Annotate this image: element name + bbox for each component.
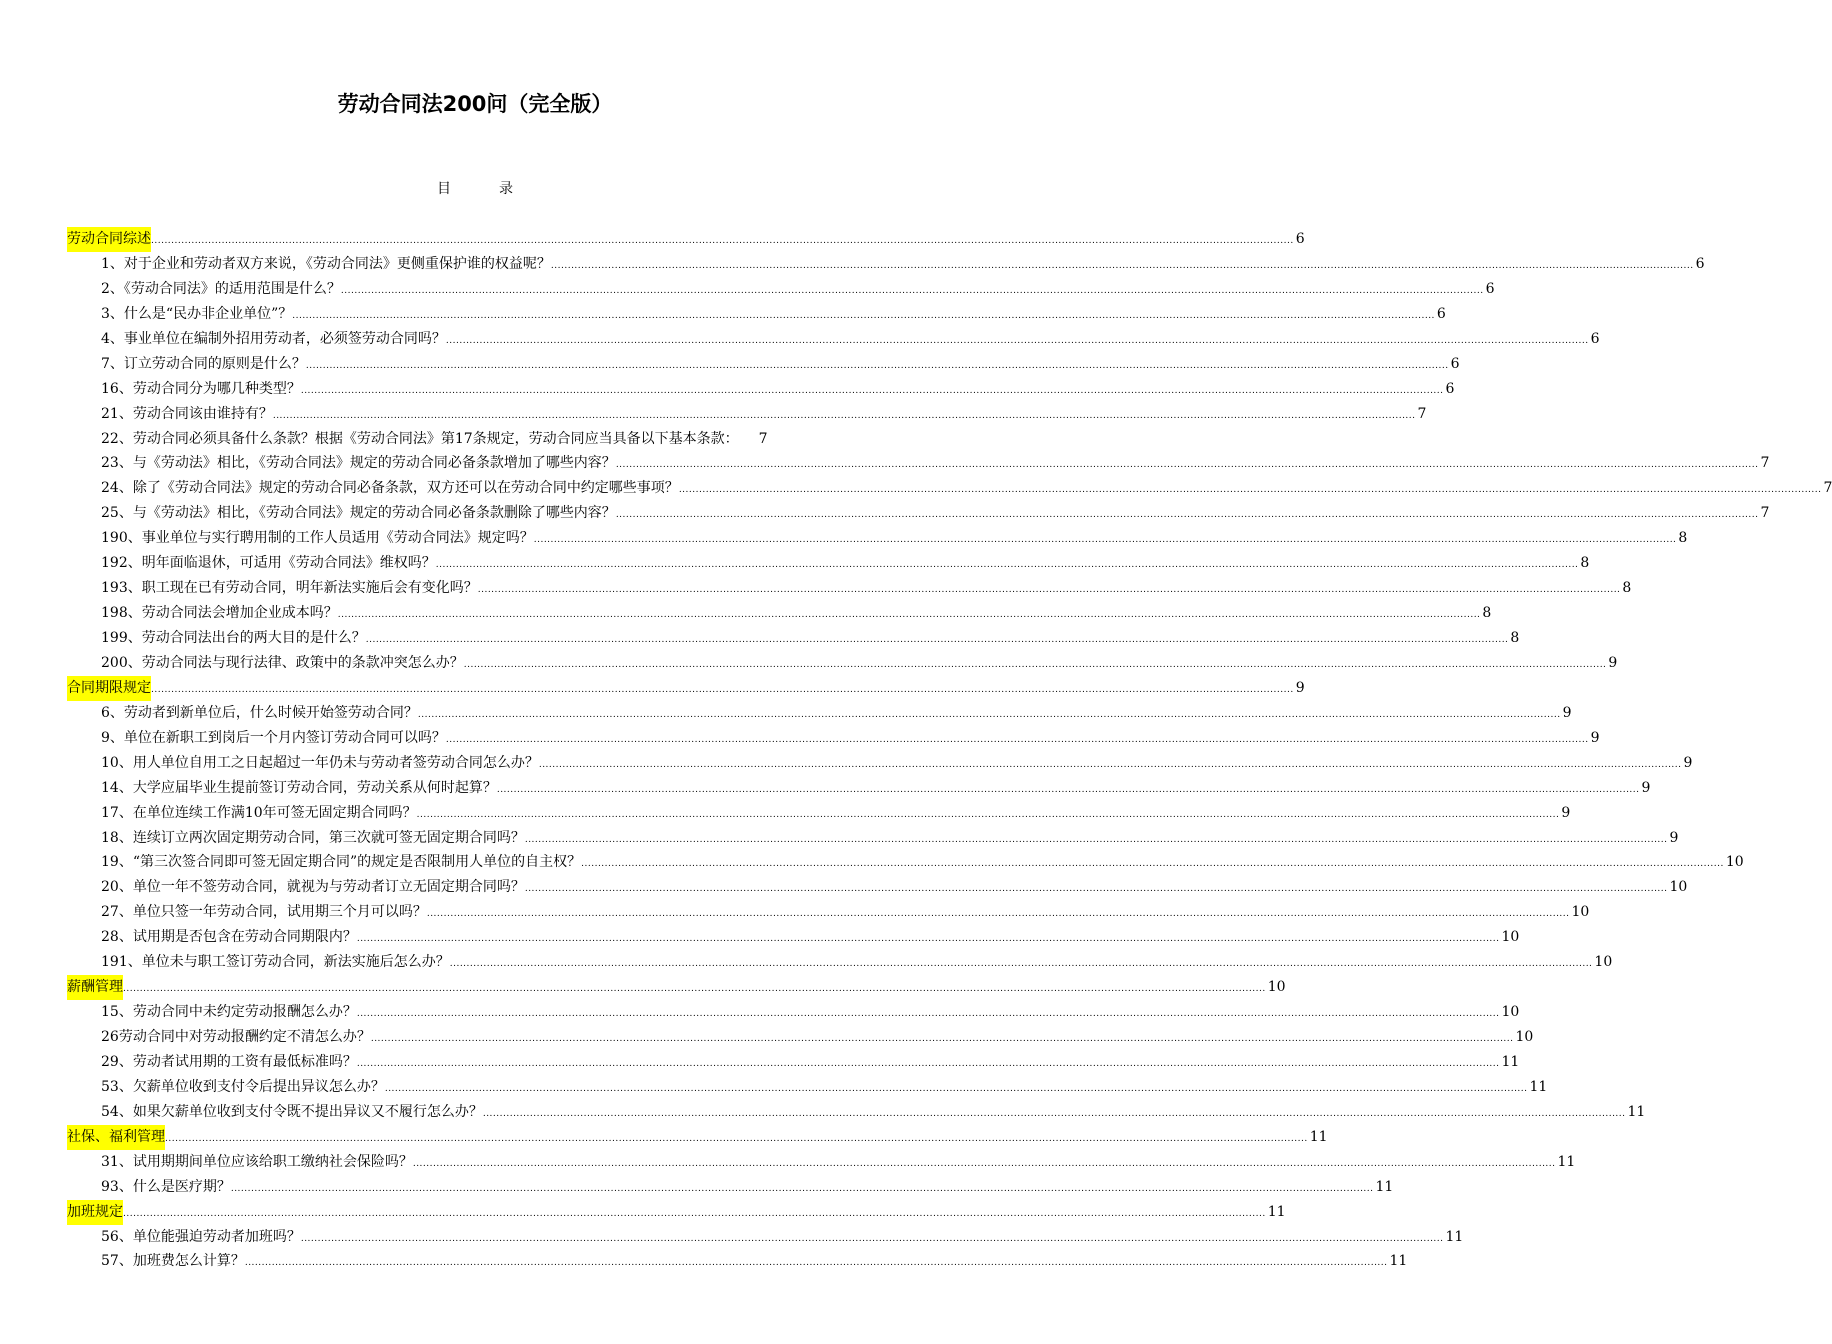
toc-page-number: 6 bbox=[1295, 231, 1305, 247]
toc-page-number: 10 bbox=[1669, 879, 1688, 896]
toc-leader-dots bbox=[165, 1127, 1308, 1152]
toc-leader-dots bbox=[525, 877, 1668, 902]
toc-entry-label: 27、单位只签一年劳动合同，试用期三个月可以吗？ bbox=[101, 904, 427, 921]
toc-entry-label: 7、订立劳动合同的原则是什么？ bbox=[101, 355, 306, 372]
toc-entry-label: 93、什么是医疗期？ bbox=[101, 1178, 231, 1195]
toc-entry-label: 17、在单位连续工作满10年可签无固定期合同吗？ bbox=[101, 804, 417, 821]
toc-entry[interactable] bbox=[67, 252, 1705, 277]
toc-leader-dots bbox=[357, 1002, 1500, 1027]
toc-section-label: 劳动合同综述 bbox=[67, 227, 151, 252]
toc-page-number: 9 bbox=[1590, 729, 1600, 746]
toc-entry-label: 31、试用期期间单位应该给职工缴纳社会保险吗？ bbox=[101, 1153, 413, 1170]
toc-entry[interactable] bbox=[67, 476, 1832, 501]
toc-entry-label: 29、劳动者试用期的工资有最低标准吗？ bbox=[101, 1053, 357, 1070]
toc-page-number: 9 bbox=[1608, 654, 1618, 671]
toc-entry-label: 2、《劳动合同法》的适用范围是什么？ bbox=[101, 280, 341, 297]
toc-heading: 目录 bbox=[437, 181, 561, 197]
toc-entry[interactable] bbox=[67, 850, 1744, 875]
toc-entry-label: 199、劳动合同法出台的两大目的是什么？ bbox=[101, 630, 366, 646]
toc-page-number: 11 bbox=[1267, 1203, 1286, 1220]
toc-leader-dots bbox=[551, 254, 1694, 279]
toc-leader-dots bbox=[151, 678, 1294, 703]
toc-entry[interactable] bbox=[67, 427, 867, 452]
toc-entry[interactable] bbox=[67, 501, 1770, 526]
toc-page-number: 8 bbox=[1580, 555, 1590, 572]
toc-leader-dots bbox=[292, 304, 1435, 329]
table-of-contents bbox=[67, 227, 1832, 1274]
toc-leader-dots bbox=[301, 1227, 1444, 1252]
toc-page-number: 6 bbox=[1436, 305, 1446, 322]
toc-page-number: 9 bbox=[1669, 829, 1679, 846]
toc-entry-label: 28、试用期是否包含在劳动合同期限内？ bbox=[101, 929, 357, 946]
toc-entry-label: 15、劳动合同中未约定劳动报酬怎么办？ bbox=[101, 1004, 357, 1021]
toc-page-number: 8 bbox=[1622, 580, 1632, 597]
toc-section-heading[interactable] bbox=[67, 975, 1286, 1000]
toc-entry[interactable] bbox=[67, 526, 1688, 551]
toc-leader-dots bbox=[525, 828, 1668, 853]
toc-leader-dots bbox=[413, 1152, 1556, 1177]
toc-entry-label: 24、除了《劳动合同法》规定的劳动合同必备条款，双方还可以在劳动合同中约定哪些事项？ bbox=[101, 480, 679, 497]
toc-leader-dots bbox=[450, 952, 1593, 977]
toc-page-number: 11 bbox=[1375, 1178, 1394, 1195]
toc-entry-label: 18、连续订立两次固定期劳动合同，第三次就可签无固定期合同吗？ bbox=[101, 829, 525, 846]
toc-leader-dots bbox=[231, 1177, 1374, 1202]
toc-entry[interactable] bbox=[67, 751, 1693, 776]
toc-entry-label: 23、与《劳动法》相比，《劳动合同法》规定的劳动合同必备条款增加了哪些内容？ bbox=[101, 455, 616, 472]
toc-leader-dots bbox=[534, 528, 1677, 553]
toc-page-number: 7 bbox=[1417, 405, 1427, 422]
toc-section-label: 社保、福利管理 bbox=[67, 1125, 165, 1150]
toc-page-number: 7 bbox=[1760, 505, 1770, 522]
toc-leader-dots bbox=[539, 753, 1682, 778]
toc-entry[interactable] bbox=[67, 277, 1495, 302]
toc-leader-dots bbox=[427, 902, 1570, 927]
toc-entry[interactable] bbox=[67, 576, 1632, 601]
toc-leader-dots bbox=[301, 379, 1444, 404]
toc-leader-dots bbox=[123, 977, 1266, 1002]
toc-page-number: 9 bbox=[1295, 679, 1305, 696]
toc-page-number: 10 bbox=[1515, 1029, 1534, 1045]
toc-entry[interactable] bbox=[67, 327, 1600, 352]
toc-page-number: 11 bbox=[1501, 1053, 1520, 1070]
toc-entry[interactable] bbox=[67, 776, 1651, 801]
toc-entry[interactable] bbox=[67, 551, 1590, 576]
toc-leader-dots bbox=[418, 703, 1561, 728]
toc-entry[interactable] bbox=[67, 801, 1571, 826]
toc-entry[interactable] bbox=[67, 1000, 1520, 1025]
toc-leader-dots bbox=[464, 653, 1607, 678]
toc-entry-label: 21、劳动合同该由谁持有？ bbox=[101, 405, 273, 422]
toc-entry-label: 1、对于企业和劳动者双方来说，《劳动合同法》更侧重保护谁的权益呢？ bbox=[101, 255, 551, 272]
toc-page-number: 11 bbox=[1529, 1078, 1548, 1095]
toc-entry-label: 6、劳动者到新单位后，什么时候开始签劳动合同？ bbox=[101, 704, 418, 721]
toc-entry-label: 26劳动合同中对劳动报酬约定不清怎么办？ bbox=[101, 1029, 371, 1045]
toc-entry[interactable] bbox=[67, 302, 1446, 327]
toc-page-number: 9 bbox=[1641, 779, 1651, 796]
toc-leader-dots bbox=[306, 354, 1449, 379]
toc-entry-label: 4、事业单位在编制外招用劳动者，必须签劳动合同吗？ bbox=[101, 330, 446, 347]
toc-leader-dots bbox=[385, 1077, 1528, 1102]
toc-entry-label: 54、如果欠薪单位收到支付令既不提出异议又不履行怎么办？ bbox=[101, 1103, 483, 1120]
toc-section-label: 合同期限规定 bbox=[67, 676, 151, 701]
toc-entry-label: 192、明年面临退休，可适用《劳动合同法》维权吗？ bbox=[101, 555, 436, 572]
toc-leader-dots bbox=[123, 1202, 1266, 1227]
toc-leader-dots bbox=[338, 603, 1481, 628]
toc-page-number: 8 bbox=[1510, 630, 1520, 646]
toc-entry[interactable] bbox=[67, 925, 1520, 950]
toc-leader-dots bbox=[436, 553, 1579, 578]
toc-entry[interactable] bbox=[67, 1025, 1534, 1050]
toc-leader-dots bbox=[357, 1052, 1500, 1077]
toc-leader-dots bbox=[616, 453, 1759, 478]
toc-leader-dots bbox=[616, 503, 1759, 528]
toc-page-number: 9 bbox=[1683, 754, 1693, 771]
toc-entry-label: 10、用人单位自用工之日起超过一年仍未与劳动者签劳动合同怎么办？ bbox=[101, 754, 539, 771]
toc-section-heading[interactable] bbox=[67, 1125, 1328, 1150]
toc-leader-dots bbox=[151, 229, 1294, 254]
toc-entry[interactable] bbox=[67, 900, 1590, 925]
toc-entry-label: 198、劳动合同法会增加企业成本吗？ bbox=[101, 605, 338, 622]
toc-leader-dots bbox=[371, 1027, 1514, 1052]
toc-page-number: 10 bbox=[1267, 979, 1286, 996]
toc-entry[interactable] bbox=[67, 826, 1679, 851]
toc-page-number: 10 bbox=[1594, 954, 1613, 971]
toc-entry-label: 190、事业单位与实行聘用制的工作人员适用《劳动合同法》规定吗？ bbox=[101, 530, 534, 547]
toc-entry[interactable] bbox=[67, 1075, 1548, 1100]
toc-leader-dots bbox=[245, 1251, 1388, 1276]
toc-page-number: 11 bbox=[1445, 1228, 1464, 1245]
toc-leader-dots bbox=[483, 1102, 1626, 1127]
toc-section-label: 加班规定 bbox=[67, 1200, 123, 1225]
toc-entry-label: 53、欠薪单位收到支付令后提出异议怎么办？ bbox=[101, 1078, 385, 1095]
toc-page-number: 10 bbox=[1571, 904, 1590, 921]
toc-entry[interactable] bbox=[67, 726, 1600, 751]
toc-page-number: 6 bbox=[1485, 280, 1495, 297]
toc-entry-label: 57、加班费怎么计算？ bbox=[101, 1253, 245, 1270]
toc-section-label: 薪酬管理 bbox=[67, 975, 123, 1000]
toc-page-number: 8 bbox=[1678, 530, 1688, 547]
toc-page-number: 8 bbox=[1482, 605, 1492, 622]
toc-entry[interactable] bbox=[67, 1150, 1576, 1175]
toc-leader-dots bbox=[497, 778, 1640, 803]
toc-entry-label: 3、什么是“民办非企业单位”？ bbox=[101, 305, 293, 322]
toc-section-heading[interactable] bbox=[67, 1200, 1286, 1225]
toc-entry[interactable] bbox=[67, 1175, 1394, 1200]
toc-section-heading[interactable] bbox=[67, 227, 1305, 252]
toc-page-number: 10 bbox=[1501, 1004, 1520, 1021]
toc-page-number: 6 bbox=[1590, 330, 1600, 347]
toc-page-number: 11 bbox=[1389, 1253, 1408, 1270]
toc-entry[interactable] bbox=[67, 1050, 1520, 1075]
toc-entry[interactable] bbox=[67, 875, 1688, 900]
toc-page-number: 10 bbox=[1725, 854, 1744, 871]
toc-entry-label: 193、职工现在已有劳动合同，明年新法实施后会有变化吗？ bbox=[101, 580, 478, 597]
toc-entry-label: 22、劳动合同必须具备什么条款？根据《劳动合同法》第17条规定，劳动合同应当具备以下基本条款： bbox=[101, 430, 739, 447]
toc-entry[interactable] bbox=[67, 451, 1770, 476]
toc-leader-dots bbox=[417, 803, 1560, 828]
toc-page-number: 7 bbox=[1823, 480, 1832, 497]
toc-entry-label: 20、单位一年不签劳动合同，就视为与劳动者订立无固定期合同吗？ bbox=[101, 879, 525, 896]
toc-section-heading[interactable] bbox=[67, 676, 1305, 701]
toc-entry-label: 9、单位在新职工到岗后一个月内签订劳动合同可以吗？ bbox=[101, 729, 446, 746]
toc-leader-dots bbox=[581, 852, 1724, 877]
toc-page-number: 6 bbox=[1695, 255, 1705, 272]
toc-entry[interactable] bbox=[67, 1100, 1646, 1125]
toc-leader-dots bbox=[366, 628, 1509, 653]
toc-entry[interactable] bbox=[67, 352, 1460, 377]
toc-leader-dots bbox=[273, 404, 1416, 429]
toc-page-number: 10 bbox=[1501, 929, 1520, 946]
toc-page-number: 11 bbox=[1309, 1128, 1328, 1145]
toc-entry[interactable] bbox=[67, 626, 1520, 651]
toc-leader-dots bbox=[341, 279, 1484, 304]
toc-leader-dots bbox=[478, 578, 1621, 603]
toc-entry-label: 16、劳动合同分为哪几种类型？ bbox=[101, 380, 301, 397]
toc-entry[interactable] bbox=[67, 651, 1618, 676]
toc-entry-label: 25、与《劳动法》相比，《劳动合同法》规定的劳动合同必备条款删除了哪些内容？ bbox=[101, 505, 616, 522]
toc-page-number: 11 bbox=[1557, 1153, 1576, 1170]
toc-entry[interactable] bbox=[67, 950, 1613, 975]
toc-entry[interactable] bbox=[67, 701, 1572, 726]
toc-entry-label: 191、单位未与职工签订劳动合同，新法实施后怎么办？ bbox=[101, 954, 450, 971]
toc-entry[interactable] bbox=[67, 1225, 1464, 1250]
toc-leader-dots bbox=[446, 329, 1589, 354]
toc-entry[interactable] bbox=[67, 1249, 1408, 1274]
document-title: 劳动合同法200问（完全版） bbox=[337, 92, 613, 116]
toc-page-number: 6 bbox=[1450, 355, 1460, 372]
toc-entry[interactable] bbox=[67, 601, 1492, 626]
toc-leader-dots bbox=[357, 927, 1500, 952]
toc-entry-label: 200、劳动合同法与现行法律、政策中的条款冲突怎么办？ bbox=[101, 654, 464, 671]
toc-entry[interactable] bbox=[67, 377, 1455, 402]
toc-page-number: 11 bbox=[1627, 1103, 1646, 1120]
toc-entry-label: 14、大学应届毕业生提前签订劳动合同，劳动关系从何时起算？ bbox=[101, 779, 497, 796]
toc-entry-label: 19、“第三次签合同即可签无固定期合同”的规定是否限制用人单位的自主权？ bbox=[101, 854, 582, 871]
toc-page-number: 6 bbox=[1445, 380, 1455, 397]
toc-page-number: 7 bbox=[758, 430, 768, 447]
toc-leader-dots bbox=[446, 728, 1589, 753]
toc-page-number: 7 bbox=[1760, 455, 1770, 472]
toc-entry[interactable] bbox=[67, 402, 1427, 427]
toc-page-number: 9 bbox=[1562, 704, 1572, 721]
toc-entry-label: 56、单位能强迫劳动者加班吗？ bbox=[101, 1228, 301, 1245]
toc-leader-dots bbox=[679, 478, 1822, 503]
toc-page-number: 9 bbox=[1561, 804, 1571, 821]
